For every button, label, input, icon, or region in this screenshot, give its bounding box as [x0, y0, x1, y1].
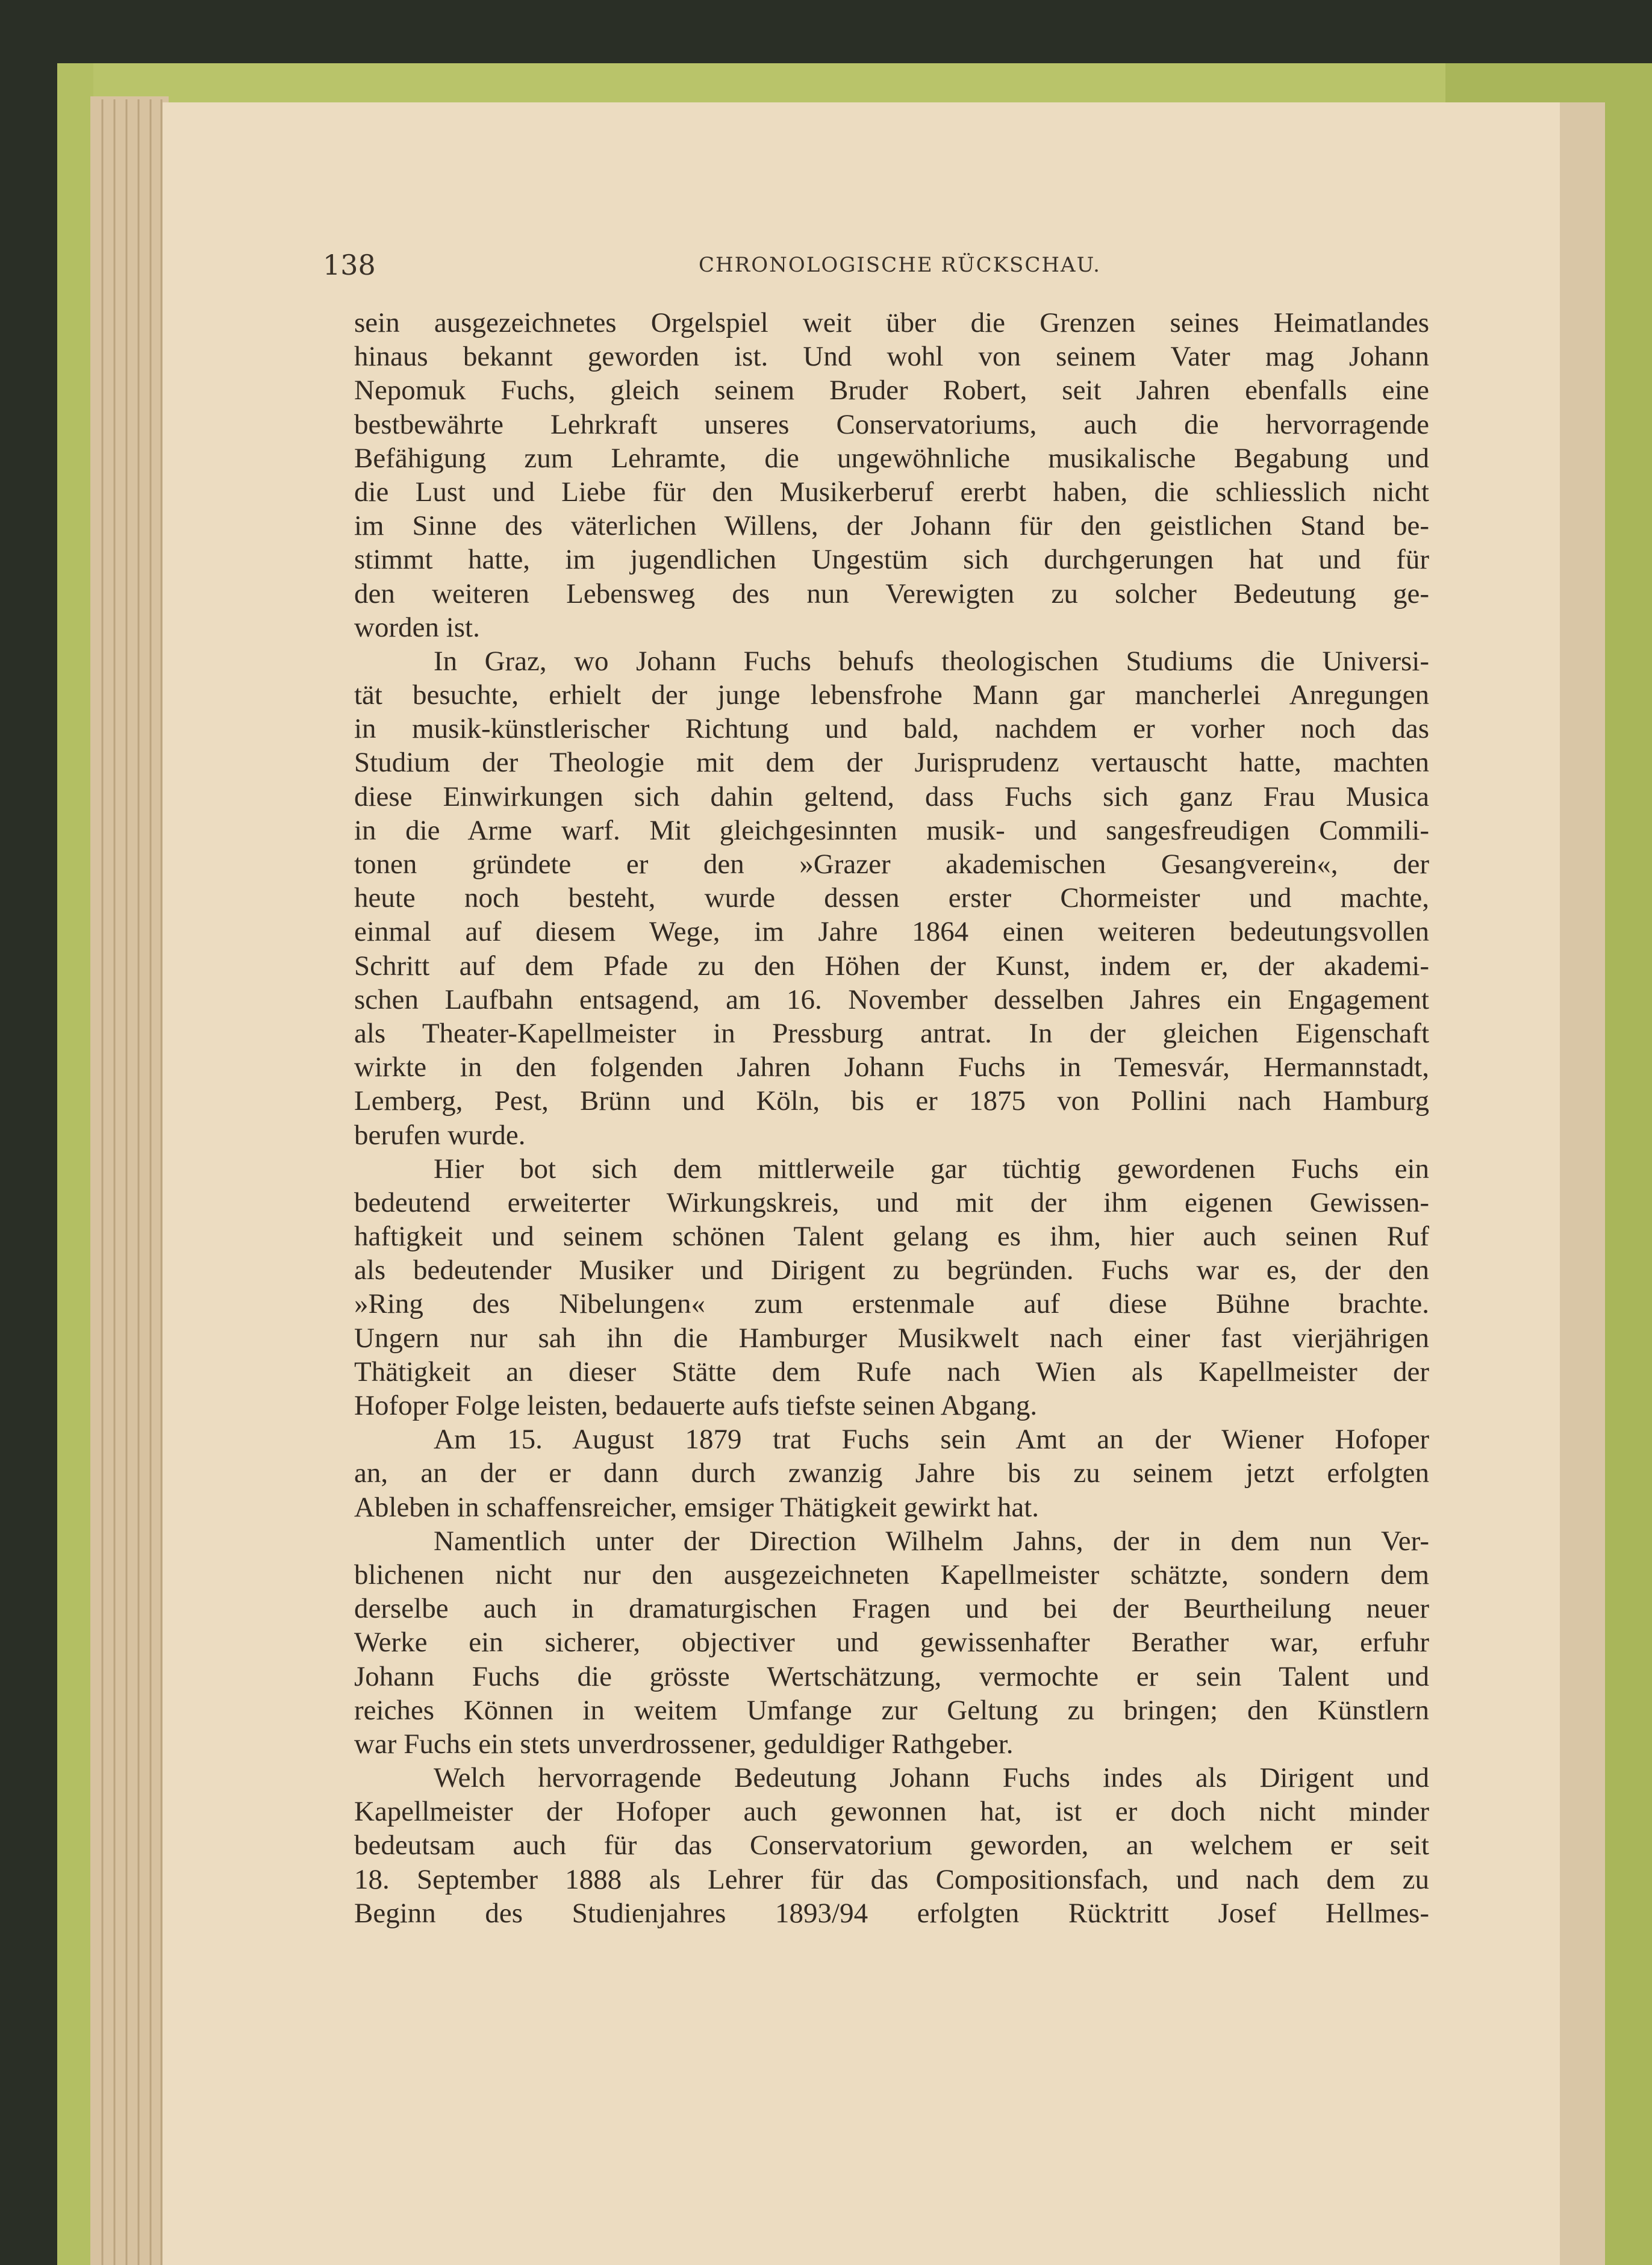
text-line: Befähigung zum Lehramte, die ungewöhnliche musikalische Begabung und — [354, 442, 1429, 474]
running-head: CHRONOLOGISCHE RÜCKSCHAU. — [699, 253, 1101, 277]
text-line: heute noch besteht, wurde dessen erster Chormeister und machte, — [354, 882, 1429, 914]
text-line: bestbewährte Lehrkraft unseres Conservatoriums, auch die hervorragende — [354, 408, 1429, 440]
text-line: sein ausgezeichnetes Orgelspiel weit über die Grenzen seines Heimatlandes — [354, 307, 1429, 338]
text-line: Nepomuk Fuchs, gleich seinem Bruder Robert, seit Jahren ebenfalls eine — [354, 375, 1429, 407]
text-line: »Ring des Nibelungen« zum erstenmale auf diese Bühne brachte. — [354, 1288, 1429, 1320]
text-line: Kapellmeister der Hofoper auch gewonnen hat, ist er doch nicht minder — [354, 1796, 1429, 1828]
text-line: Lemberg, Pest, Brünn und Köln, bis er 1875 von Pollini nach Hamburg — [354, 1085, 1429, 1117]
text-line: im Sinne des väterlichen Willens, der Johann für den geistlichen Stand be- — [354, 510, 1429, 542]
text-line: Johann Fuchs die grösste Wertschätzung, vermochte er sein Talent und — [354, 1660, 1429, 1692]
text-line: Namentlich unter der Direction Wilhelm Jahns, der in dem nun Ver- — [434, 1525, 1429, 1557]
text-line: berufen wurde. — [354, 1119, 526, 1151]
text-line: Hier bot sich dem mittlerweile gar tüchtig gewordenen Fuchs ein — [434, 1153, 1429, 1185]
text-line: Ungern nur sah ihn die Hamburger Musikwelt nach einer fast vierjährigen — [354, 1322, 1429, 1354]
text-line: stimmt hatte, im jugendlichen Ungestüm sich durchgerungen hat und für — [354, 544, 1429, 576]
text-line: bedeutsam auch für das Conservatorium geworden, an welchem er seit — [354, 1830, 1429, 1862]
text-line: tonen gründete er den »Grazer akademischen Gesangverein«, der — [354, 849, 1429, 880]
page-gutter-shadow — [1560, 102, 1605, 2265]
text-line: bedeutend erweiterter Wirkungskreis, und mit der ihm eigenen Gewissen- — [354, 1186, 1429, 1218]
text-line: Studium der Theologie mit dem der Jurisprudenz vertauscht hatte, machten — [354, 747, 1429, 779]
text-line: war Fuchs ein stets unverdrossener, geduldiger Rathgeber. — [354, 1728, 1014, 1760]
body-text — [354, 306, 1429, 1930]
page-number: 138 — [323, 249, 376, 281]
text-line: tät besuchte, erhielt der junge lebensfrohe Mann gar mancherlei Anregungen — [354, 679, 1429, 711]
text-line: als bedeutender Musiker und Dirigent zu begründen. Fuchs war es, der den — [354, 1254, 1429, 1286]
text-line: Welch hervorragende Bedeutung Johann Fuchs indes als Dirigent und — [434, 1762, 1429, 1794]
text-line: als Theater-Kapellmeister in Pressburg antrat. In der gleichen Eigenschaft — [354, 1017, 1429, 1049]
text-line: schen Laufbahn entsagend, am 16. November desselben Jahres ein Engagement — [354, 983, 1429, 1015]
text-line: in musik-künstlerischer Richtung und bald, nachdem er vorher noch das — [354, 713, 1429, 745]
text-line: in die Arme warf. Mit gleichgesinnten musik- und sangesfreudigen Commili- — [354, 814, 1429, 846]
text-line: die Lust und Liebe für den Musikerberuf ererbt haben, die schliesslich nicht — [354, 476, 1429, 508]
text-line: haftigkeit und seinem schönen Talent gelang es ihm, hier auch seinen Ruf — [354, 1221, 1429, 1253]
text-line: an, an der er dann durch zwanzig Jahre bis zu seinem jetzt erfolgten — [354, 1457, 1429, 1489]
text-line: 18. September 1888 als Lehrer für das Compositionsfach, und nach dem zu — [354, 1863, 1429, 1895]
text-line: Hofoper Folge leisten, bedauerte aufs tiefste seinen Abgang. — [354, 1390, 1038, 1421]
text-line: einmal auf diesem Wege, im Jahre 1864 einen weiteren bedeutungsvollen — [354, 916, 1429, 948]
text-line: blichenen nicht nur den ausgezeichneten Kapellmeister schätzte, sondern dem — [354, 1559, 1429, 1590]
text-line: den weiteren Lebensweg des nun Verewigten zu solcher Bedeutung ge- — [354, 578, 1429, 609]
cloth-cover-left — [57, 63, 93, 2265]
text-line: Werke ein sicherer, objectiver und gewissenhafter Berather war, erfuhr — [354, 1627, 1429, 1659]
text-line: hinaus bekannt geworden ist. Und wohl von seinem Vater mag Johann — [354, 341, 1429, 373]
text-line: Schritt auf dem Pfade zu den Höhen der Kunst, indem er, der akademi- — [354, 950, 1429, 982]
text-line: worden ist. — [354, 611, 480, 643]
text-line: derselbe auch in dramaturgischen Fragen und bei der Beurtheilung neuer — [354, 1593, 1429, 1625]
text-line: Ableben in schaffensreicher, emsiger Thätigkeit gewirkt hat. — [354, 1491, 1040, 1523]
cloth-cover-top — [57, 63, 1652, 108]
text-line: wirkte in den folgenden Jahren Johann Fuchs in Temesvár, Hermannstadt, — [354, 1051, 1429, 1083]
text-line: Thätigkeit an dieser Stätte dem Rufe nach Wien als Kapellmeister der — [354, 1356, 1429, 1388]
text-line: reiches Können in weitem Umfange zur Geltung zu bringen; den Künstlern — [354, 1694, 1429, 1726]
text-line: Am 15. August 1879 trat Fuchs sein Amt an der Wiener Hofoper — [434, 1424, 1429, 1456]
text-line: Beginn des Studienjahres 1893/94 erfolgten Rücktritt Josef Hellmes- — [354, 1897, 1429, 1929]
text-line: diese Einwirkungen sich dahin geltend, dass Fuchs sich ganz Frau Musica — [354, 780, 1429, 812]
text-line: In Graz, wo Johann Fuchs behufs theologischen Studiums die Universi- — [434, 645, 1429, 677]
